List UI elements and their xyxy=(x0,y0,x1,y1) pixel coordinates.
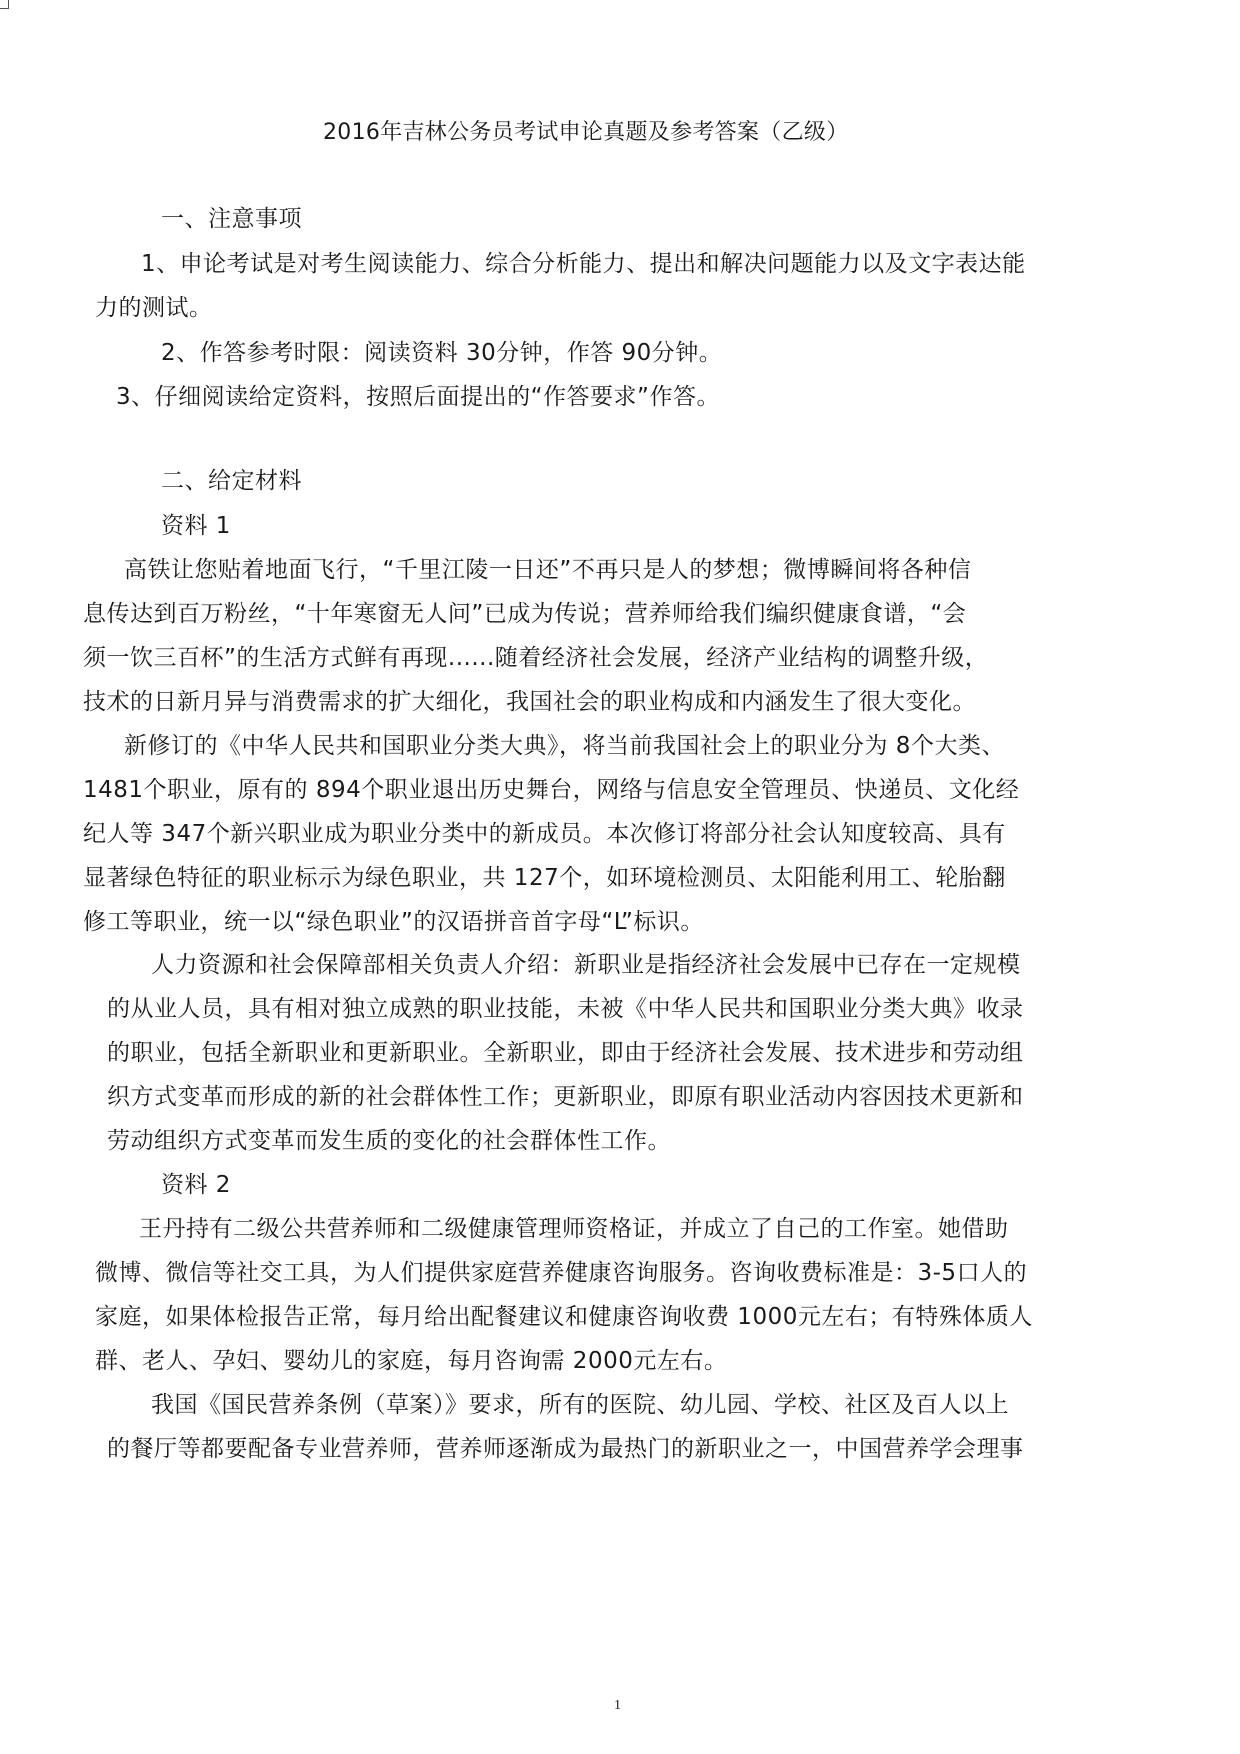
paragraph-line: 群、老人、孕妇、婴幼儿的家庭，每月咨询需 2000元左右。 xyxy=(95,1348,728,1374)
paragraph-line: 的从业人员，具有相对独立成熟的职业技能，未被《中华人民共和国职业分类大典》收录 xyxy=(107,996,1024,1022)
paragraph-line: 须一饮三百杯”的生活方式鲜有再现......随着经济社会发展，经济产业结构的调整升级， xyxy=(83,645,989,671)
paragraph-line: 高铁让您贴着地面飞行，“千里江陵一日还”不再只是人的梦想；微博瞬间将各种信 xyxy=(124,557,972,583)
paragraph-line: 微博、微信等社交工具，为人们提供家庭营养健康咨询服务。咨询收费标准是：3-5口人的 xyxy=(95,1260,1028,1286)
paragraph-line: 2、作答参考时限：阅读资料 30分钟，作答 90分钟。 xyxy=(161,340,723,366)
paragraph-line: 1481个职业，原有的 894个职业退出历史舞台，网络与信息安全管理员、快递员、文化经 xyxy=(83,777,1020,803)
page-number: 1 xyxy=(614,1698,621,1713)
page-corner-mark xyxy=(0,0,9,9)
paragraph-line: 技术的日新月异与消费需求的扩大细化，我国社会的职业构成和内涵发生了很大变化。 xyxy=(83,689,976,715)
paragraph-line: 的职业，包括全新职业和更新职业。全新职业，即由于经济社会发展、技术进步和劳动组 xyxy=(107,1040,1024,1066)
paragraph-line: 劳动组织方式变革而发生质的变化的社会群体性工作。 xyxy=(107,1128,671,1154)
paragraph-line: 织方式变革而形成的新的社会群体性工作；更新职业，即原有职业活动内容因技术更新和 xyxy=(107,1084,1024,1110)
paragraph-line: 的餐厅等都要配备专业营养师，营养师逐渐成为最热门的新职业之一，中国营养学会理事 xyxy=(107,1436,1024,1462)
paragraph-line: 新修订的《中华人民共和国职业分类大典》，将当前我国社会上的职业分为 8个大类、 xyxy=(124,733,1005,759)
paragraph-line: 1、申论考试是对考生阅读能力、综合分析能力、提出和解决问题能力以及文字表达能 xyxy=(141,251,1026,277)
paragraph-line: 息传达到百万粉丝，“十年寒窗无人问”已成为传说；营养师给我们编织健康食谱，“会 xyxy=(83,601,967,627)
paragraph-line: 修工等职业，统一以“绿色职业”的汉语拼音首字母“L”标识。 xyxy=(83,909,704,935)
paragraph-line: 显著绿色特征的职业标示为绿色职业，共 127个，如环境检测员、太阳能利用工、轮胎翻 xyxy=(83,865,1006,891)
material-heading: 资料 1 xyxy=(161,513,231,539)
paragraph-line: 力的测试。 xyxy=(95,295,213,321)
paragraph-line: 家庭，如果体检报告正常，每月给出配餐建议和健康咨询收费 1000元左右；有特殊体质人 xyxy=(95,1304,1033,1330)
paragraph-line: 我国《国民营养条例（草案）》要求，所有的医院、幼儿园、学校、社区及百人以上 xyxy=(151,1392,1009,1418)
material-heading: 资料 2 xyxy=(161,1172,231,1198)
paragraph-line: 人力资源和社会保障部相关负责人介绍：新职业是指经济社会发展中已存在一定规模 xyxy=(151,952,1021,978)
paragraph-line: 3、仔细阅读给定资料，按照后面提出的“作答要求”作答。 xyxy=(116,384,720,410)
paragraph-line: 王丹持有二级公共营养师和二级健康管理师资格证，并成立了自己的工作室。她借助 xyxy=(139,1216,1009,1242)
section-heading-materials: 二、给定材料 xyxy=(161,468,302,494)
document-title: 2016年吉林公务员考试申论真题及参考答案（乙级） xyxy=(323,120,849,145)
section-heading-notes: 一、注意事项 xyxy=(161,206,302,232)
paragraph-line: 纪人等 347个新兴职业成为职业分类中的新成员。本次修订将部分社会认知度较高、具有 xyxy=(83,821,1006,847)
